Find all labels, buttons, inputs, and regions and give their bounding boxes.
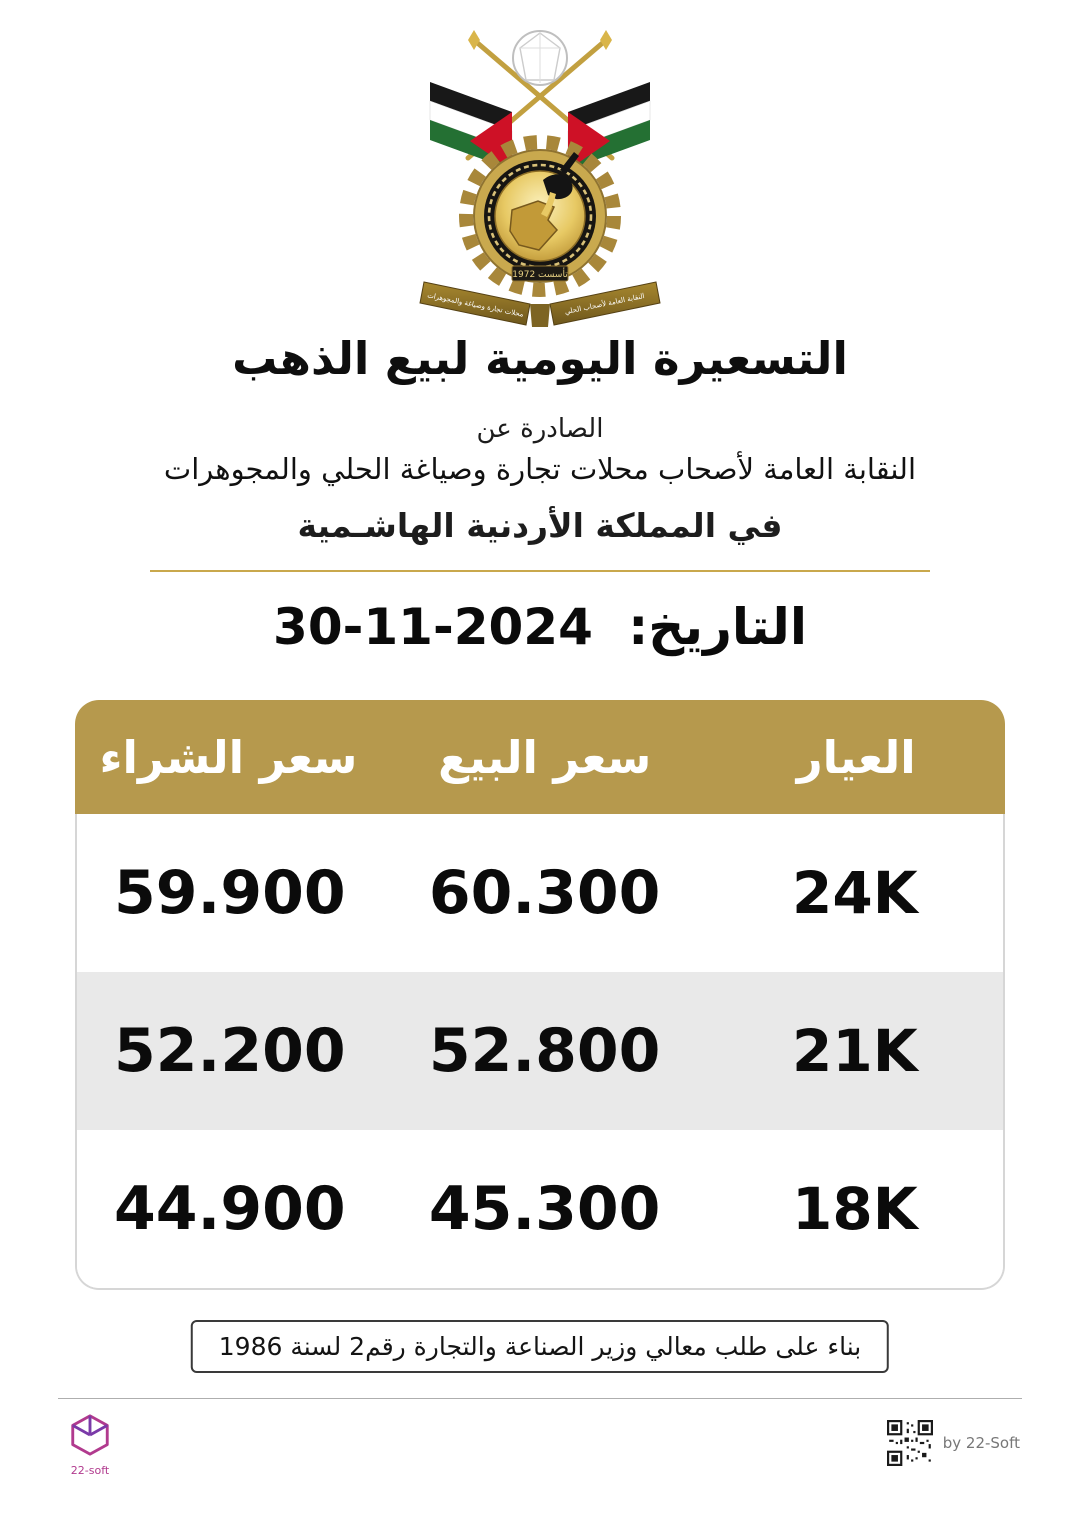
col-header-sell-price: سعر البيع bbox=[438, 730, 652, 784]
established-plaque bbox=[512, 266, 568, 281]
country-line: في المملكة الأردنية الهاشـمية bbox=[297, 506, 783, 545]
established-text: تأسست 1972 bbox=[512, 270, 568, 280]
page-title: التسعيرة اليومية لبيع الذهب bbox=[232, 332, 848, 385]
karat-value: 24K bbox=[792, 859, 918, 927]
brand-block bbox=[58, 1412, 122, 1477]
brand-name: 22-soft bbox=[70, 1464, 110, 1477]
sell-price: 45.300 bbox=[428, 1174, 661, 1244]
gold-divider bbox=[150, 570, 930, 572]
sell-price: 60.300 bbox=[428, 858, 661, 928]
date-label: التاريخ: bbox=[628, 598, 807, 656]
price-table bbox=[75, 700, 1005, 1290]
issued-by-line: الصادرة عن bbox=[476, 414, 604, 444]
buy-price: 52.200 bbox=[114, 1016, 346, 1086]
buy-price: 59.900 bbox=[114, 858, 346, 928]
brand-cube-icon bbox=[67, 1412, 113, 1458]
buy-price: 44.900 bbox=[114, 1174, 346, 1244]
syndicate-logo bbox=[400, 20, 680, 328]
table-header-row bbox=[75, 700, 1005, 814]
karat-value: 18K bbox=[792, 1175, 918, 1243]
qr-code-icon bbox=[887, 1420, 933, 1466]
col-header-karat: العيار bbox=[796, 730, 916, 784]
sell-price: 52.800 bbox=[428, 1016, 661, 1086]
footer-divider bbox=[58, 1398, 1022, 1399]
karat-value: 21K bbox=[792, 1017, 918, 1085]
table-body bbox=[75, 814, 1005, 1290]
ribbon-right-text: النقابة العامة لأصحاب الحلي bbox=[563, 292, 646, 317]
credit-block bbox=[887, 1420, 1020, 1466]
col-header-buy-price: سعر الشراء bbox=[99, 730, 358, 784]
credit-text: by 22-Soft bbox=[942, 1434, 1020, 1452]
date-value: 30-11-2024 bbox=[273, 598, 593, 656]
table-row-24k bbox=[77, 814, 1003, 972]
date-line bbox=[0, 598, 1080, 656]
diamond-gem-icon bbox=[513, 31, 567, 85]
organization-name: النقابة العامة لأصحاب محلات تجارة وصياغة الحلي والمجوهرات bbox=[163, 452, 917, 486]
table-row-18k bbox=[77, 1130, 1003, 1288]
table-row-21k bbox=[77, 972, 1003, 1130]
ribbon-left-text: محلات تجارة وصياغة والمجوهرات bbox=[426, 291, 525, 319]
legal-footnote: بناء على طلب معالي وزير الصناعة والتجارة رقم2 لسنة 1986 bbox=[191, 1320, 889, 1373]
